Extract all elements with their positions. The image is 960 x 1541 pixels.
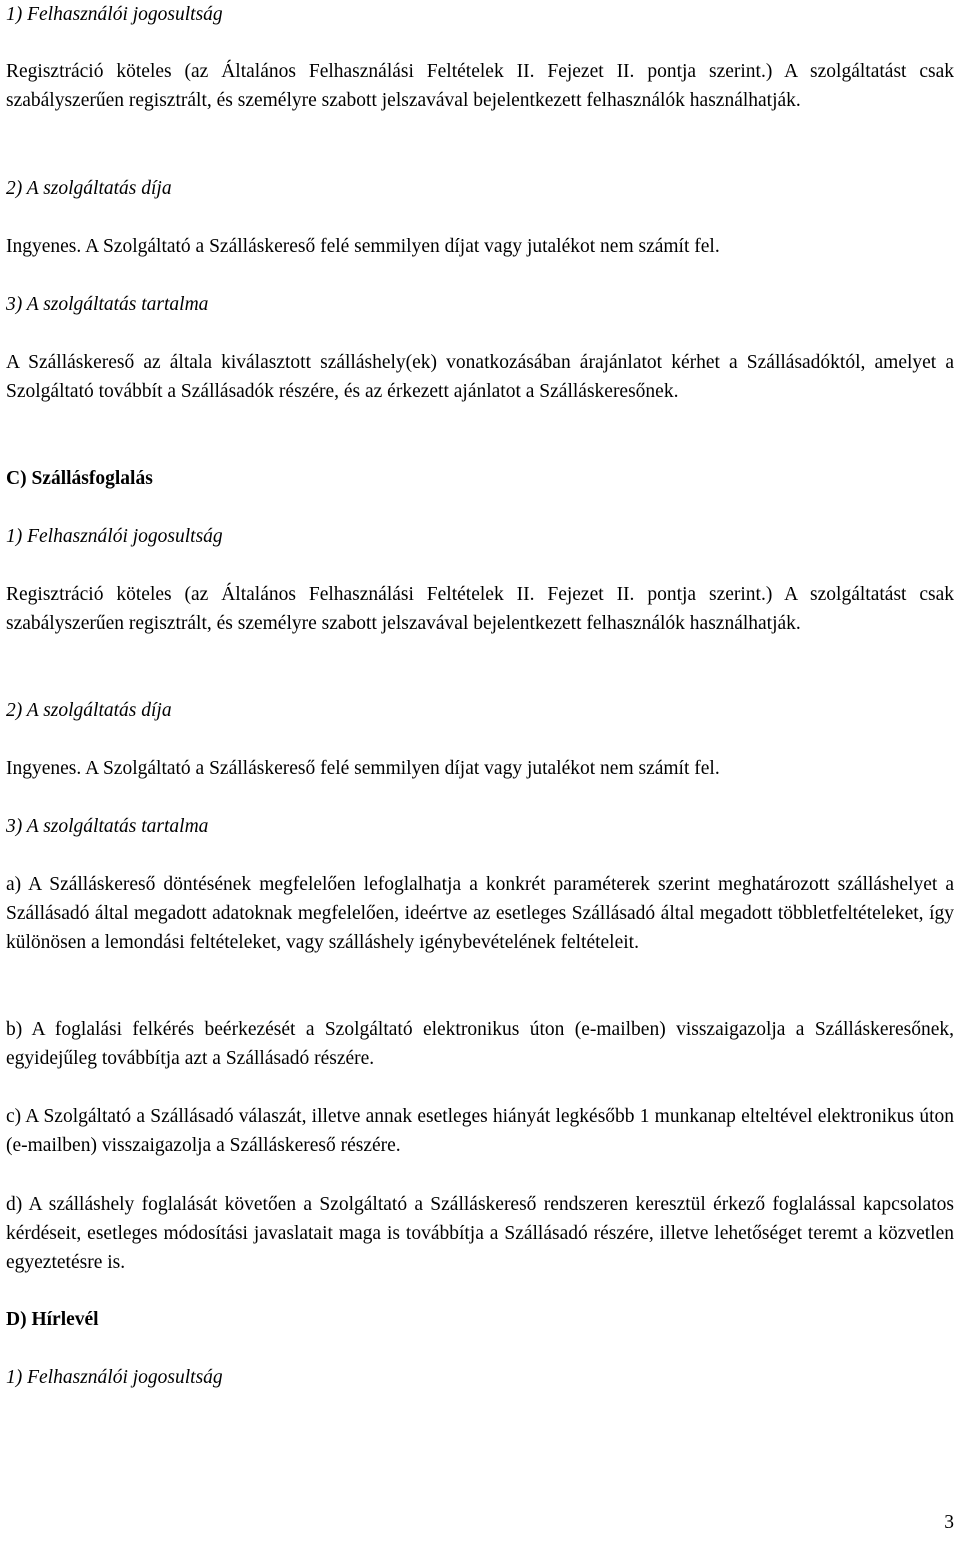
paragraph-fee: Ingyenes. A Szolgáltató a Szálláskereső felé semmilyen díjat vagy jutalékot nem számít fel. <box>6 758 720 779</box>
paragraph-registration: Regisztráció köteles (az Általános Felhasználási Feltételek II. Fejezet II. pontja szerint.) A szolgáltatást csak szabályszerűen regisztrált, és személyre szabott jelszavával bejelentkezett felhasználók használhatják. <box>6 584 954 634</box>
paragraph-quote-request: A Szálláskereső az általa kiválasztott szálláshely(ek) vonatkozásában árajánlatot kérhet a Szállásadóktól, amelyet a Szolgáltató továbbít a Szállásadók részére, és az érkezett ajánlatot a Szálláskeresőnek. <box>6 352 954 402</box>
paragraph-item-b: b) A foglalási felkérés beérkezését a Szolgáltató elektronikus úton (e-mailben) visszaigazolja a Szálláskeresőnek, egyidejűleg továbbítja azt a Szállásadó részére. <box>6 1019 954 1069</box>
paragraph-fee: Ingyenes. A Szolgáltató a Szálláskereső felé semmilyen díjat vagy jutalékot nem számít fel. <box>6 236 720 257</box>
section-heading-booking: C) Szállásfoglalás <box>6 468 153 489</box>
paragraph-item-d: d) A szálláshely foglalását követően a Szolgáltató a Szálláskereső rendszeren keresztül érkező foglalással kapcsolatos kérdéseit, esetleges módosítási javaslatait maga is továbbítja a Szállásadó részére, illetve lehetőséget teremt a közvetlen egyeztetésre is. <box>6 1194 954 1273</box>
subheading-user-rights: 1) Felhasználói jogosultság <box>6 1367 223 1388</box>
paragraph-registration: Regisztráció köteles (az Általános Felhasználási Feltételek II. Fejezet II. pontja szerint.) A szolgáltatást csak szabályszerűen regisztrált, és személyre szabott jelszavával bejelentkezett felhasználók használhatják. <box>6 61 954 111</box>
page-number: 3 <box>944 1512 954 1533</box>
section-heading-newsletter: D) Hírlevél <box>6 1309 99 1330</box>
paragraph-item-a: a) A Szálláskereső döntésének megfelelően lefoglalhatja a konkrét paraméterek szerint meghatározott szálláshelyet a Szállásadó által megadott adatoknak megfelelően, ideértve az esetleges Szállásadó által megadott többletfeltételeket, így különösen a lemondási feltételeket, vagy szálláshely igénybevételének feltételeit. <box>6 874 954 953</box>
subheading-service-fee: 2) A szolgáltatás díja <box>6 700 172 721</box>
subheading-user-rights: 1) Felhasználói jogosultság <box>6 4 223 25</box>
subheading-service-content: 3) A szolgáltatás tartalma <box>6 816 209 837</box>
subheading-user-rights: 1) Felhasználói jogosultság <box>6 526 223 547</box>
subheading-service-fee: 2) A szolgáltatás díja <box>6 178 172 199</box>
paragraph-item-c: c) A Szolgáltató a Szállásadó válaszát, illetve annak esetleges hiányát legkésőbb 1 munkanap elteltével elektronikus úton (e-mailben) visszaigazolja a Szálláskereső részére. <box>6 1106 954 1156</box>
subheading-service-content: 3) A szolgáltatás tartalma <box>6 294 209 315</box>
